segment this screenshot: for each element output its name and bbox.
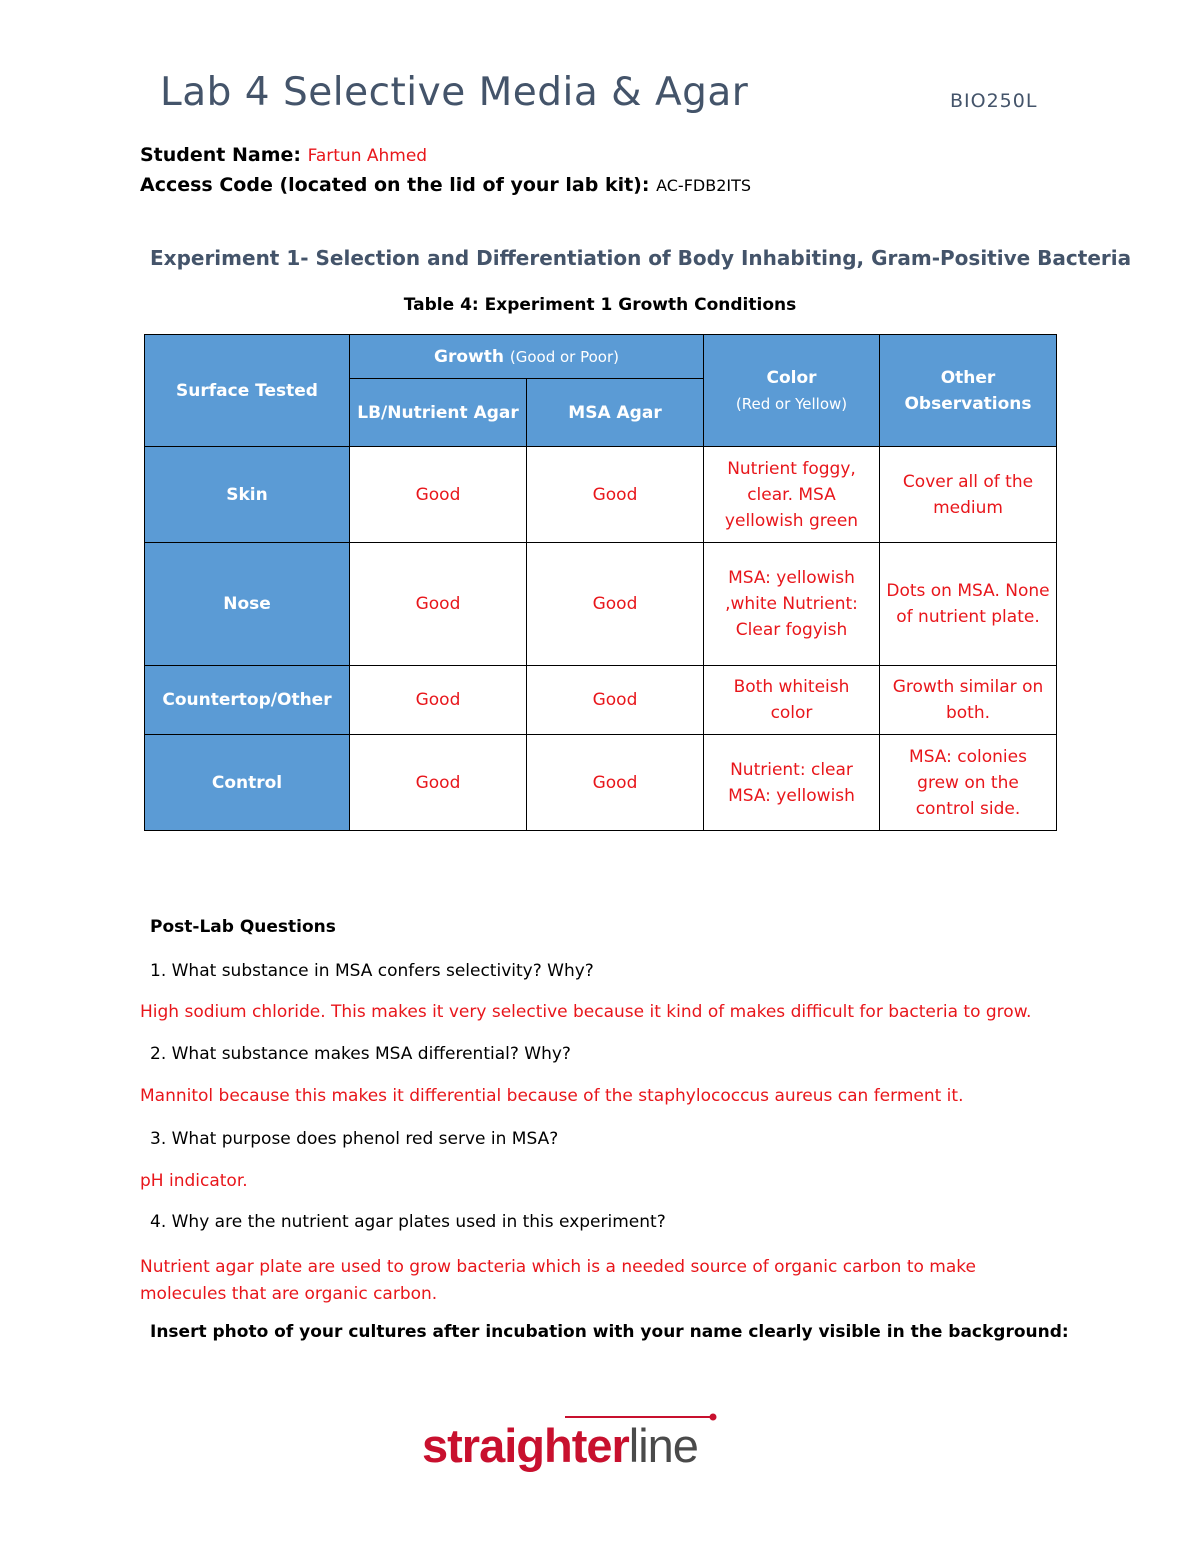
header-color-note: (Red or Yellow): [735, 394, 848, 413]
row-surface: Countertop/Other: [145, 666, 350, 735]
header-growth: [350, 335, 704, 379]
row-surface: Nose: [145, 543, 350, 666]
row-other: Growth similar on both.: [880, 666, 1057, 735]
course-code: BIO250L: [950, 90, 1038, 112]
table-row: [145, 447, 1057, 543]
student-name-row: [140, 144, 427, 166]
row-msa-growth: Good: [527, 543, 704, 666]
answer-3: pH indicator.: [140, 1171, 248, 1191]
row-surface: Skin: [145, 447, 350, 543]
question-2: 2. What substance makes MSA differential? Why?: [150, 1044, 571, 1064]
header-color: [704, 335, 880, 447]
access-code-value: AC-FDB2ITS: [656, 176, 752, 195]
straighterline-logo: [422, 1408, 782, 1482]
access-code-label: Access Code (located on the lid of your lab kit):: [140, 174, 650, 196]
logo-wordmark: [422, 1418, 698, 1473]
header-lb-nutrient-agar: LB/Nutrient Agar: [350, 379, 527, 447]
header-msa-agar: MSA Agar: [527, 379, 704, 447]
photo-instruction: Insert photo of your cultures after incubation with your name clearly visible in the background:: [150, 1322, 1069, 1342]
row-lb-growth: Good: [350, 447, 527, 543]
answer-1: High sodium chloride. This makes it very selective because it kind of makes difficult for bacteria to grow.: [140, 1002, 1032, 1022]
row-other: Cover all of the medium: [880, 447, 1057, 543]
question-4: 4. Why are the nutrient agar plates used in this experiment?: [150, 1212, 666, 1232]
row-color: Nutrient: clear MSA: yellowish: [704, 735, 880, 831]
row-color: Nutrient foggy, clear. MSA yellowish green: [704, 447, 880, 543]
header-surface-tested: Surface Tested: [145, 335, 350, 447]
growth-conditions-table: [144, 334, 1057, 831]
row-other: Dots on MSA. None of nutrient plate.: [880, 543, 1057, 666]
row-lb-growth: Good: [350, 735, 527, 831]
answer-2: Mannitol because this makes it differential because of the staphylococcus aureus can ferment it.: [140, 1086, 964, 1106]
document-title: Lab 4 Selective Media & Agar: [160, 70, 749, 115]
access-code-row: [140, 174, 751, 196]
table-caption: Table 4: Experiment 1 Growth Conditions: [403, 295, 797, 315]
table-row: [145, 543, 1057, 666]
student-name-value: Fartun Ahmed: [307, 146, 428, 166]
logo-part-line: line: [628, 1419, 698, 1472]
row-other: MSA: colonies grew on the control side.: [880, 735, 1057, 831]
question-3: 3. What purpose does phenol red serve in MSA?: [150, 1129, 559, 1149]
header-growth-note: (Good or Poor): [509, 347, 619, 366]
answer-4: Nutrient agar plate are used to grow bacteria which is a needed source of organic carbon to make molecules that are organic carbon.: [140, 1257, 976, 1304]
experiment-heading: Experiment 1- Selection and Differentiation of Body Inhabiting, Gram-Positive Bacteria: [150, 246, 1132, 270]
table-row: [145, 666, 1057, 735]
logo-dot: [710, 1414, 717, 1421]
row-lb-growth: Good: [350, 666, 527, 735]
table-row: [145, 735, 1057, 831]
row-surface: Control: [145, 735, 350, 831]
logo-part-straighter: straighter: [422, 1419, 629, 1472]
row-msa-growth: Good: [527, 447, 704, 543]
question-1: 1. What substance in MSA confers selectivity? Why?: [150, 961, 594, 981]
row-color: MSA: yellowish ,white Nutrient: Clear fogyish: [704, 543, 880, 666]
header-other-observations: Other Observations: [880, 335, 1057, 447]
row-lb-growth: Good: [350, 543, 527, 666]
postlab-heading: Post-Lab Questions: [150, 917, 336, 937]
row-msa-growth: Good: [527, 666, 704, 735]
row-msa-growth: Good: [527, 735, 704, 831]
header-growth-label: Growth: [434, 346, 504, 367]
row-color: Both whiteish color: [704, 666, 880, 735]
student-name-label: Student Name:: [140, 144, 302, 166]
header-color-label: Color: [766, 367, 817, 388]
